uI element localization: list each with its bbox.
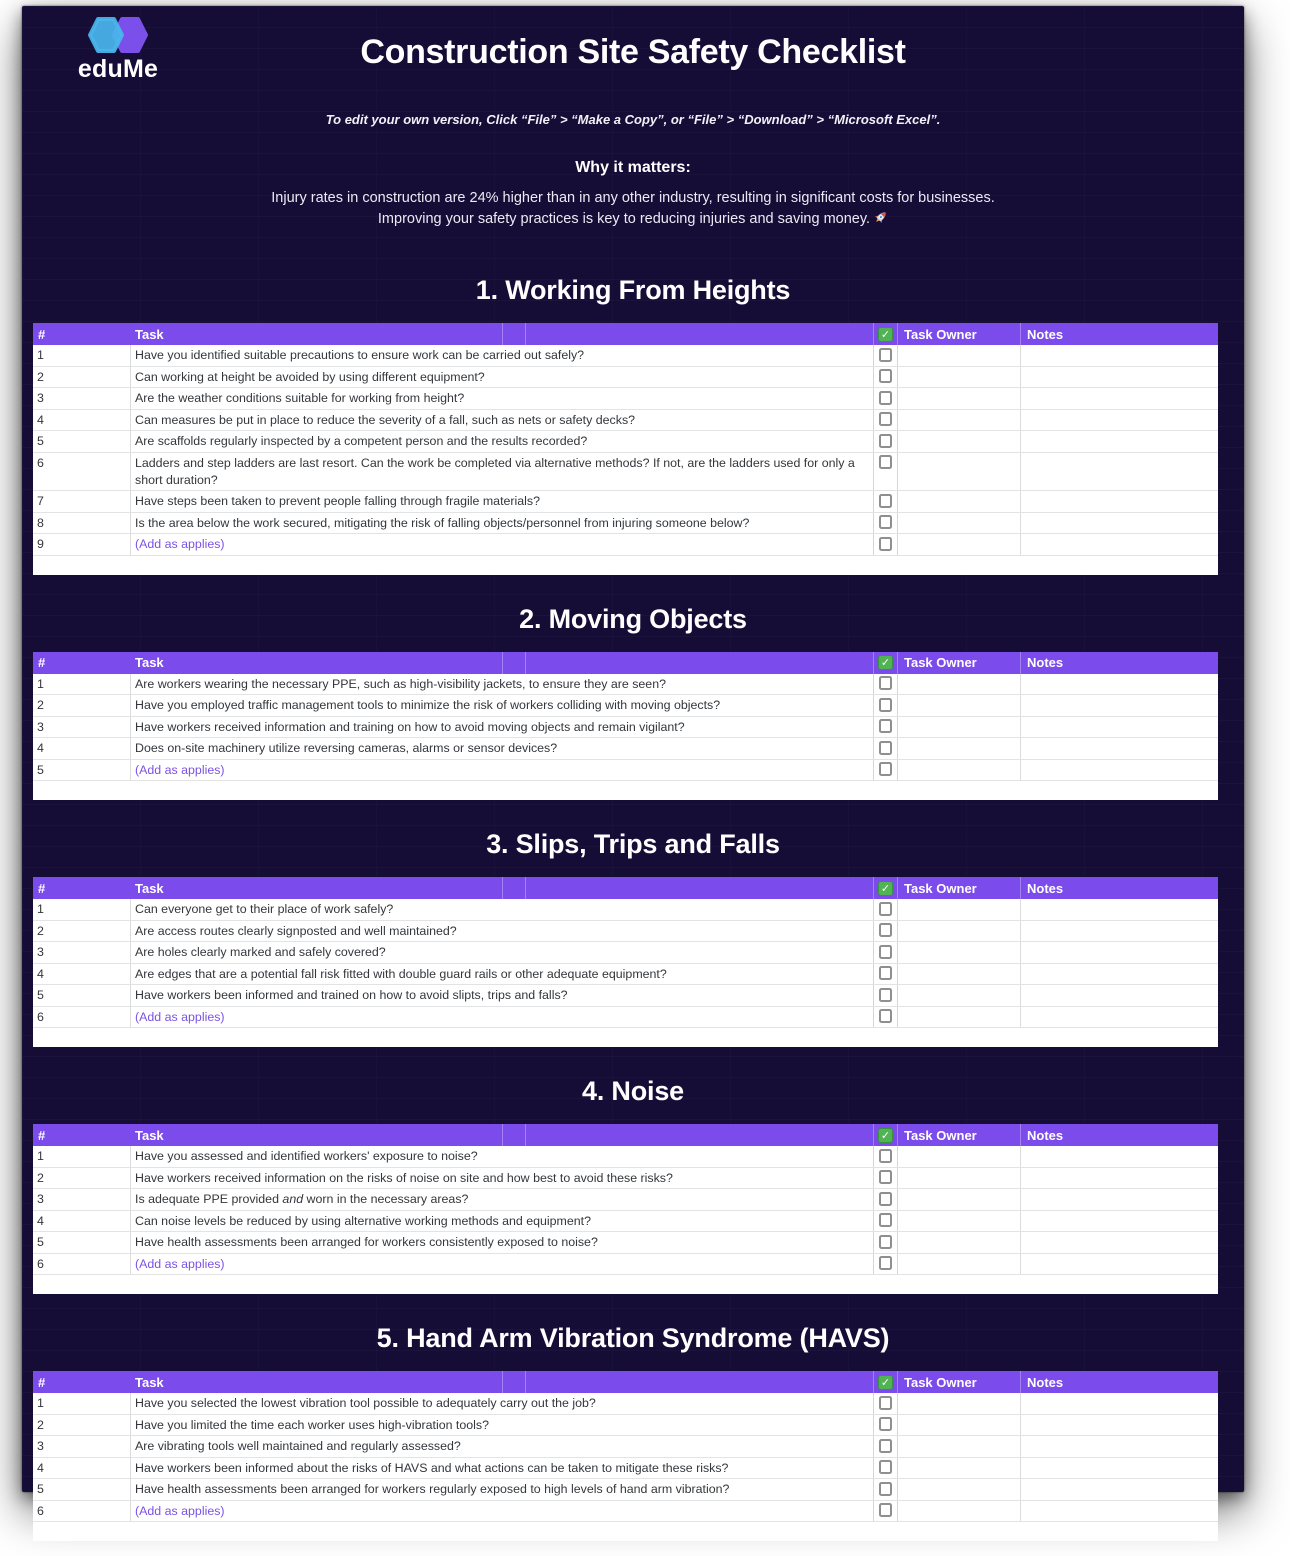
row-number: 7: [33, 491, 131, 512]
table-row: [33, 695, 1218, 717]
row-number: 1: [33, 1393, 131, 1414]
table-header-row: [33, 652, 1218, 674]
green-check-icon: ✓: [878, 655, 893, 670]
task-cell: Are edges that are a potential fall risk fitted with double guard rails or other adequate equipment?: [135, 966, 667, 981]
notes-cell[interactable]: [1020, 1211, 1218, 1232]
edit-instructions: To edit your own version, Click “File” > “Make a Copy”, or “File” > “Download” > “Microsoft Excel”.: [325, 112, 941, 127]
row-number: 2: [33, 1415, 131, 1436]
checklist-table: [33, 877, 1218, 1047]
checkbox-cell: [873, 760, 898, 781]
table-row: [33, 942, 1218, 964]
sections-container: [22, 272, 1244, 1541]
notes-cell[interactable]: [1020, 1393, 1218, 1414]
row-number: 2: [33, 1168, 131, 1189]
task-owner-cell[interactable]: [898, 760, 1020, 781]
row-number: 2: [33, 367, 131, 388]
checkbox-cell: [873, 717, 898, 738]
notes-cell[interactable]: [1020, 921, 1218, 942]
row-number: 4: [33, 1211, 131, 1232]
table-row: [33, 1146, 1218, 1168]
row-number: 1: [33, 1146, 131, 1167]
checkbox-cell: [873, 1393, 898, 1414]
task-cell: Is the area below the work secured, mitigating the risk of falling objects/personnel from injuring someone below?: [135, 515, 750, 530]
header-divider: [502, 877, 503, 899]
checkbox-cell: [873, 1458, 898, 1479]
column-header-notes: Notes: [1020, 1124, 1218, 1146]
notes-cell[interactable]: [1020, 760, 1218, 781]
green-check-icon: ✓: [878, 327, 893, 342]
header-divider: [502, 323, 503, 345]
table-blank-row: [33, 781, 1218, 800]
task-owner-cell[interactable]: [898, 674, 1020, 695]
checkbox-cell: [873, 1254, 898, 1275]
task-checkbox[interactable]: [879, 1149, 892, 1163]
row-number: 9: [33, 534, 131, 555]
rocket-icon: [873, 210, 888, 232]
task-cell: Have you identified suitable precautions to ensure work can be carried out safely?: [135, 348, 585, 362]
table-row: [33, 410, 1218, 432]
task-checkbox[interactable]: [879, 537, 892, 551]
row-number: 4: [33, 410, 131, 431]
task-owner-cell[interactable]: [898, 491, 1020, 512]
checkbox-cell: [873, 942, 898, 963]
table-row: [33, 899, 1218, 921]
task-cell: Have you selected the lowest vibration tool possible to adequately carry out the job?: [135, 1396, 596, 1410]
column-header-task: Task: [131, 1371, 873, 1393]
table-blank-row: [33, 1522, 1218, 1541]
checklist-table: [33, 323, 1218, 575]
table-row: [33, 1211, 1218, 1233]
row-number: 5: [33, 760, 131, 781]
task-checkbox[interactable]: [879, 902, 892, 916]
task-owner-cell[interactable]: [898, 1393, 1020, 1414]
table-header-row: [33, 877, 1218, 899]
task-checkbox[interactable]: [879, 391, 892, 405]
header-divider: [525, 652, 526, 674]
table-header-row: [33, 323, 1218, 345]
notes-cell[interactable]: [1020, 345, 1218, 366]
header-divider: [502, 1124, 503, 1146]
notes-cell[interactable]: [1020, 367, 1218, 388]
table-row: [33, 1501, 1218, 1523]
task-cell: Have workers received information and training on how to avoid moving objects and remain vigilant?: [135, 719, 685, 734]
notes-cell[interactable]: [1020, 674, 1218, 695]
checkbox-cell: [873, 513, 898, 534]
row-number: 3: [33, 1189, 131, 1210]
notes-cell[interactable]: [1020, 1436, 1218, 1457]
column-header-number: #: [38, 655, 46, 670]
add-as-applies-cell[interactable]: (Add as applies): [135, 762, 225, 777]
row-number: 3: [33, 717, 131, 738]
table-blank-row: [33, 1028, 1218, 1047]
column-header-task: Task: [131, 877, 873, 899]
notes-cell[interactable]: [1020, 942, 1218, 963]
task-checkbox[interactable]: [879, 1417, 892, 1431]
table-row: [33, 1415, 1218, 1437]
task-checkbox[interactable]: [879, 1009, 892, 1023]
header-divider: [502, 652, 503, 674]
checkbox-cell: [873, 534, 898, 555]
checkbox-cell: [873, 1211, 898, 1232]
table-row: [33, 760, 1218, 782]
column-header-notes: Notes: [1020, 1371, 1218, 1393]
task-checkbox[interactable]: [879, 1460, 892, 1474]
row-number: 3: [33, 388, 131, 409]
row-number: 6: [33, 1254, 131, 1275]
checkbox-cell: [873, 491, 898, 512]
checkbox-cell: [873, 964, 898, 985]
row-number: 5: [33, 431, 131, 452]
why-line-1: Injury rates in construction are 24% higher than in any other industry, resulting in significant costs for businesses.: [271, 190, 995, 206]
section-title: 5. Hand Arm Vibration Syndrome (HAVS): [376, 1323, 890, 1353]
notes-cell[interactable]: [1020, 410, 1218, 431]
task-cell: Can working at height be avoided by using different equipment?: [135, 369, 485, 384]
column-header-notes: Notes: [1020, 323, 1218, 345]
task-owner-cell[interactable]: [898, 921, 1020, 942]
row-number: 6: [33, 1007, 131, 1028]
header-divider: [525, 1124, 526, 1146]
task-cell: Are workers wearing the necessary PPE, such as high-visibility jackets, to ensure they are seen?: [135, 676, 666, 691]
task-checkbox[interactable]: [879, 1170, 892, 1184]
section-title: 1. Working From Heights: [475, 275, 791, 305]
why-it-matters-heading: Why it matters:: [575, 159, 691, 176]
task-cell: Are the weather conditions suitable for working from height?: [135, 391, 465, 405]
table-row: [33, 1479, 1218, 1501]
task-owner-cell[interactable]: [898, 513, 1020, 534]
table-row: [33, 1007, 1218, 1029]
task-checkbox[interactable]: [879, 434, 892, 448]
column-header-check: [873, 1124, 898, 1146]
task-owner-cell[interactable]: [898, 1146, 1020, 1167]
notes-cell[interactable]: [1020, 453, 1218, 491]
row-number: 6: [33, 1501, 131, 1522]
checkbox-cell: [873, 345, 898, 366]
checkbox-cell: [873, 367, 898, 388]
task-checkbox[interactable]: [879, 494, 892, 508]
task-owner-cell[interactable]: [898, 1007, 1020, 1028]
notes-cell[interactable]: [1020, 899, 1218, 920]
header-divider: [525, 877, 526, 899]
task-owner-cell[interactable]: [898, 899, 1020, 920]
notes-cell[interactable]: [1020, 1168, 1218, 1189]
table-row: [33, 1232, 1218, 1254]
table-row: [33, 964, 1218, 986]
checkbox-cell: [873, 1007, 898, 1028]
column-header-task: Task: [131, 1124, 873, 1146]
task-owner-cell[interactable]: [898, 1254, 1020, 1275]
table-row: [33, 1168, 1218, 1190]
row-number: 5: [33, 1232, 131, 1253]
notes-cell[interactable]: [1020, 1501, 1218, 1522]
checkbox-cell: [873, 431, 898, 452]
table-row: [33, 921, 1218, 943]
task-cell: Does on-site machinery utilize reversing cameras, alarms or sensor devices?: [135, 741, 558, 755]
notes-cell[interactable]: [1020, 985, 1218, 1006]
task-cell: Have you employed traffic management tools to minimize the risk of workers colliding with moving objects?: [135, 698, 721, 712]
notes-cell[interactable]: [1020, 1232, 1218, 1253]
row-number: 3: [33, 942, 131, 963]
add-as-applies-cell[interactable]: (Add as applies): [135, 1009, 225, 1024]
task-owner-cell[interactable]: [898, 453, 1020, 491]
column-header-check: [873, 877, 898, 899]
column-header-check: [873, 1371, 898, 1393]
add-as-applies-cell[interactable]: (Add as applies): [135, 1256, 225, 1271]
column-header-task-owner: Task Owner: [904, 655, 977, 670]
notes-cell[interactable]: [1020, 1415, 1218, 1436]
task-checkbox[interactable]: [879, 1256, 892, 1270]
notes-cell[interactable]: [1020, 534, 1218, 555]
notes-cell[interactable]: [1020, 1479, 1218, 1500]
table-blank-row: [33, 556, 1218, 575]
add-as-applies-cell[interactable]: (Add as applies): [135, 1503, 225, 1518]
table-row: [33, 1458, 1218, 1480]
column-header-check: [873, 323, 898, 345]
column-header-task: Task: [131, 652, 873, 674]
header-divider: [525, 1371, 526, 1393]
notes-cell[interactable]: [1020, 431, 1218, 452]
table-row: [33, 674, 1218, 696]
checkbox-cell: [873, 1232, 898, 1253]
task-owner-cell[interactable]: [898, 345, 1020, 366]
row-number: 4: [33, 738, 131, 759]
table-row: [33, 985, 1218, 1007]
table-header-row: [33, 1124, 1218, 1146]
task-cell: Is adequate PPE provided and worn in the necessary areas?: [135, 1192, 469, 1206]
edume-logo: [58, 16, 178, 84]
row-number: 1: [33, 674, 131, 695]
green-check-icon: ✓: [878, 1128, 893, 1143]
task-checkbox[interactable]: [879, 412, 892, 426]
checkbox-cell: [873, 1168, 898, 1189]
row-number: 1: [33, 899, 131, 920]
column-header-task: Task: [131, 323, 873, 345]
table-row: [33, 1189, 1218, 1211]
notes-cell[interactable]: [1020, 717, 1218, 738]
checkbox-cell: [873, 1189, 898, 1210]
table-header-row: [33, 1371, 1218, 1393]
task-cell: Ladders and step ladders are last resort. Can the work be completed via alternative methods? If not, are the ladders used for only a short duration?: [135, 455, 855, 487]
checkbox-cell: [873, 1501, 898, 1522]
table-blank-row: [33, 1275, 1218, 1294]
checklist-table: [33, 652, 1218, 801]
task-checkbox[interactable]: [879, 923, 892, 937]
column-header-check: [873, 652, 898, 674]
row-number: 1: [33, 345, 131, 366]
header-divider: [525, 323, 526, 345]
task-cell: Have workers been informed and trained on how to avoid slipts, trips and falls?: [135, 988, 568, 1002]
table-row: [33, 1436, 1218, 1458]
checklist-table: [33, 1124, 1218, 1294]
checklist-table: [33, 1371, 1218, 1541]
green-check-icon: ✓: [878, 1375, 893, 1390]
task-cell: Have health assessments been arranged for workers consistently exposed to noise?: [135, 1235, 598, 1249]
row-number: 4: [33, 964, 131, 985]
task-owner-cell[interactable]: [898, 1232, 1020, 1253]
task-cell: Have you limited the time each worker uses high-vibration tools?: [135, 1417, 489, 1432]
task-cell: Can measures be put in place to reduce the severity of a fall, such as nets or safety decks?: [135, 412, 636, 427]
task-owner-cell[interactable]: [898, 1168, 1020, 1189]
section-title: 4. Noise: [582, 1076, 684, 1106]
column-header-number: #: [38, 326, 46, 342]
task-owner-cell[interactable]: [898, 964, 1020, 985]
notes-cell[interactable]: [1020, 1146, 1218, 1167]
task-checkbox[interactable]: [879, 1213, 892, 1227]
checkbox-cell: [873, 1146, 898, 1167]
notes-cell[interactable]: [1020, 513, 1218, 534]
task-cell: Can noise levels be reduced by using alternative working methods and equipment?: [135, 1213, 591, 1228]
table-row: [33, 491, 1218, 513]
task-cell: Are access routes clearly signposted and well maintained?: [135, 923, 457, 938]
row-number: 3: [33, 1436, 131, 1457]
header-divider: [502, 1371, 503, 1393]
column-header-notes: Notes: [1020, 877, 1218, 899]
task-checkbox[interactable]: [879, 455, 892, 469]
notes-cell[interactable]: [1020, 491, 1218, 512]
row-number: 5: [33, 1479, 131, 1500]
row-number: 5: [33, 985, 131, 1006]
task-cell: Are holes clearly marked and safely covered?: [135, 945, 386, 959]
task-checkbox[interactable]: [879, 988, 892, 1002]
checkbox-cell: [873, 1415, 898, 1436]
green-check-icon: ✓: [878, 881, 893, 896]
table-row: [33, 717, 1218, 739]
checkbox-cell: [873, 388, 898, 409]
checklist-document: [22, 6, 1244, 1518]
task-owner-cell[interactable]: [898, 738, 1020, 759]
task-owner-cell[interactable]: [898, 1211, 1020, 1232]
table-row: [33, 534, 1218, 556]
task-checkbox[interactable]: [879, 369, 892, 383]
row-number: 2: [33, 921, 131, 942]
checkbox-cell: [873, 921, 898, 942]
task-owner-cell[interactable]: [898, 717, 1020, 738]
task-cell: Can everyone get to their place of work safely?: [135, 902, 394, 916]
task-checkbox[interactable]: [879, 741, 892, 755]
notes-cell[interactable]: [1020, 738, 1218, 759]
notes-cell[interactable]: [1020, 1458, 1218, 1479]
checkbox-cell: [873, 899, 898, 920]
row-number: 6: [33, 453, 131, 491]
column-header-task-owner: Task Owner: [904, 1374, 977, 1390]
checkbox-cell: [873, 410, 898, 431]
task-checkbox[interactable]: [879, 348, 892, 362]
task-cell: Have workers received information on the risks of noise on site and how best to avoid these risks?: [135, 1170, 673, 1185]
checkbox-cell: [873, 453, 898, 491]
task-cell: Are vibrating tools well maintained and regularly assessed?: [135, 1439, 461, 1453]
why-it-matters-text: [22, 188, 1244, 232]
notes-cell[interactable]: [1020, 388, 1218, 409]
task-owner-cell[interactable]: [898, 410, 1020, 431]
task-owner-cell[interactable]: [898, 1189, 1020, 1210]
row-number: 4: [33, 1458, 131, 1479]
task-checkbox[interactable]: [879, 515, 892, 529]
notes-cell[interactable]: [1020, 695, 1218, 716]
task-checkbox[interactable]: [879, 762, 892, 776]
task-owner-cell[interactable]: [898, 367, 1020, 388]
column-header-number: #: [38, 1127, 46, 1143]
checkbox-cell: [873, 1436, 898, 1457]
table-row: [33, 345, 1218, 367]
task-checkbox[interactable]: [879, 676, 892, 690]
notes-cell[interactable]: [1020, 1189, 1218, 1210]
task-cell: Have health assessments been arranged for workers regularly exposed to high levels of hand arm vibration?: [135, 1482, 730, 1496]
column-header-number: #: [38, 1374, 46, 1390]
table-row: [33, 367, 1218, 389]
task-checkbox[interactable]: [879, 719, 892, 733]
column-header-task-owner: Task Owner: [904, 1127, 977, 1143]
table-row: [33, 453, 1218, 492]
task-owner-cell[interactable]: [898, 388, 1020, 409]
table-row: [33, 1254, 1218, 1276]
task-checkbox[interactable]: [879, 1482, 892, 1496]
task-checkbox[interactable]: [879, 1396, 892, 1410]
task-checkbox[interactable]: [879, 945, 892, 959]
task-cell: Have steps been taken to prevent people falling through fragile materials?: [135, 494, 541, 508]
task-owner-cell[interactable]: [898, 1415, 1020, 1436]
task-cell: Have you assessed and identified workers' exposure to noise?: [135, 1149, 478, 1163]
why-line-2: Improving your safety practices is key to reducing injuries and saving money.: [377, 211, 871, 227]
task-owner-cell[interactable]: [898, 1501, 1020, 1522]
table-row: [33, 1393, 1218, 1415]
task-owner-cell[interactable]: [898, 1436, 1020, 1457]
table-row: [33, 388, 1218, 410]
checkbox-cell: [873, 674, 898, 695]
edume-logo-text: eduMe: [77, 55, 159, 83]
task-checkbox[interactable]: [879, 966, 892, 980]
column-header-number: #: [38, 880, 46, 896]
checkbox-cell: [873, 1479, 898, 1500]
task-owner-cell[interactable]: [898, 1458, 1020, 1479]
task-checkbox[interactable]: [879, 1235, 892, 1249]
task-checkbox[interactable]: [879, 1439, 892, 1453]
table-row: [33, 431, 1218, 453]
table-row: [33, 513, 1218, 535]
add-as-applies-cell[interactable]: (Add as applies): [135, 537, 225, 551]
task-checkbox[interactable]: [879, 1192, 892, 1206]
column-header-task-owner: Task Owner: [904, 326, 977, 342]
task-checkbox[interactable]: [879, 698, 892, 712]
row-number: 8: [33, 513, 131, 534]
notes-cell[interactable]: [1020, 964, 1218, 985]
task-owner-cell[interactable]: [898, 985, 1020, 1006]
page-title: Construction Site Safety Checklist: [360, 33, 906, 71]
task-owner-cell[interactable]: [898, 942, 1020, 963]
edume-logo-icon: [87, 16, 149, 54]
checkbox-cell: [873, 985, 898, 1006]
notes-cell[interactable]: [1020, 1007, 1218, 1028]
table-row: [33, 738, 1218, 760]
task-owner-cell[interactable]: [898, 695, 1020, 716]
notes-cell[interactable]: [1020, 1254, 1218, 1275]
task-owner-cell[interactable]: [898, 431, 1020, 452]
section-title: 3. Slips, Trips and Falls: [486, 829, 780, 859]
section-title: 2. Moving Objects: [519, 603, 747, 634]
column-header-task-owner: Task Owner: [904, 880, 977, 896]
task-owner-cell[interactable]: [898, 1479, 1020, 1500]
row-number: 2: [33, 695, 131, 716]
checkbox-cell: [873, 695, 898, 716]
task-owner-cell[interactable]: [898, 534, 1020, 555]
task-cell: Have workers been informed about the risks of HAVS and what actions can be taken to mitigate these risks?: [135, 1460, 729, 1475]
column-header-notes: Notes: [1020, 652, 1218, 674]
checkbox-cell: [873, 738, 898, 759]
task-cell: Are scaffolds regularly inspected by a competent person and the results recorded?: [135, 434, 588, 448]
task-checkbox[interactable]: [879, 1503, 892, 1517]
